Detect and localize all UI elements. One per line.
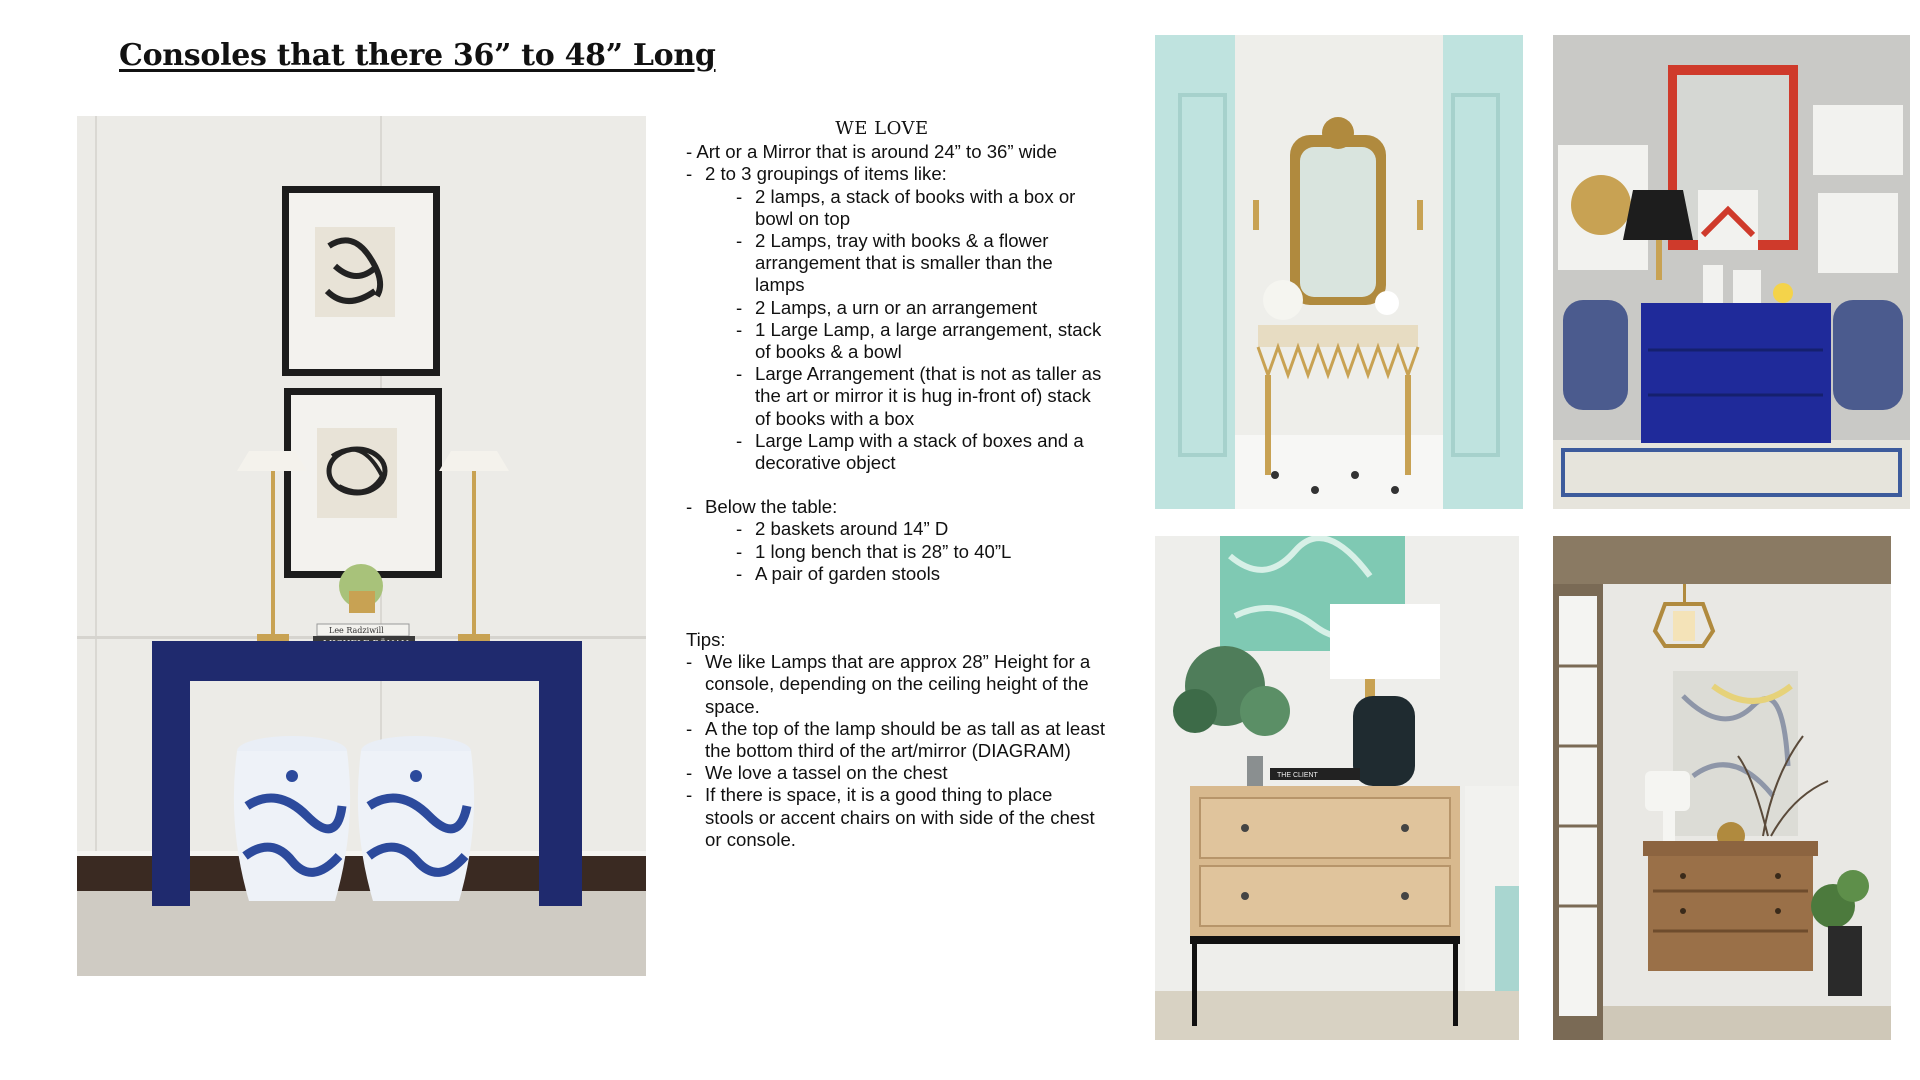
- list-item: - Large Arrangement (that is not as taller as the art or mirror it is hug in-front of) stack of books with a box: [736, 363, 1102, 429]
- list-item: - Large Lamp with a stack of boxes and a decorative object: [736, 429, 1084, 474]
- list-item: - 2 baskets around 14” D: [736, 518, 949, 540]
- navy-chest-photo: [1553, 35, 1910, 509]
- list-item: - 1 Large Lamp, a large arrangement, stack of books & a bowl: [736, 318, 1102, 363]
- book-spine-top: Lee Radziwill: [329, 626, 384, 635]
- list-item: - 2 lamps, a stack of books with a box or bowl on top: [736, 185, 1076, 229]
- intro-line: - Art or a Mirror that is around 24” to 36” wide: [686, 141, 1057, 163]
- groupings-label: - 2 to 3 groupings of items like:: [686, 163, 947, 185]
- main-console-photo: [77, 116, 646, 976]
- tip-item: - We like Lamps that are approx 28” Height for a console, depending on the ceiling height of the space.: [686, 651, 1091, 717]
- list-item: - A pair of garden stools: [736, 562, 941, 584]
- below-table-label: - Below the table:: [686, 496, 838, 518]
- nightstand-book-title: THE CLIENT: [1277, 772, 1318, 779]
- wood-chest-photo: [1553, 536, 1891, 1040]
- list-item: - 2 Lamps, a urn or an arrangement: [736, 296, 1038, 318]
- tips-label: Tips:: [686, 629, 726, 651]
- mirror-entry-photo: [1155, 35, 1523, 509]
- nightstand-photo: [1155, 536, 1519, 1040]
- notes-column: [686, 118, 1106, 851]
- list-item: - 1 long bench that is 28” to 40”L: [736, 540, 1012, 562]
- tip-item: - A the top of the lamp should be as tall as at least the bottom third of the art/mirror (DIAGRAM): [686, 717, 1106, 762]
- tip-item: - We love a tassel on the chest: [686, 762, 948, 784]
- we-love-heading: WE LOVE: [835, 118, 929, 139]
- page-title: Consoles that there 36” to 48” Long: [119, 38, 716, 73]
- tip-item: - If there is space, it is a good thing to place stools or accent chairs on with side of the chest or console.: [686, 784, 1095, 850]
- list-item: - 2 Lamps, tray with books & a flower arrangement that is smaller than the lamps: [736, 230, 1053, 296]
